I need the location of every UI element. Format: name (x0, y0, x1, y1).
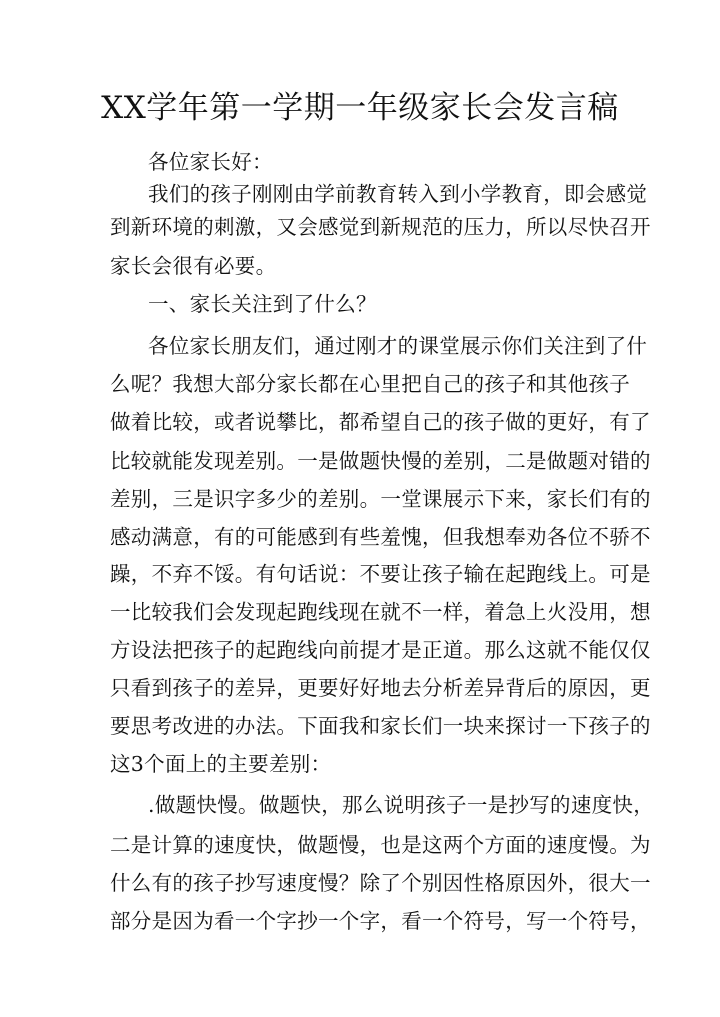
paragraph-line-7: 做着比较，或者说攀比，都希望自己的孩子做的更好，有了 (110, 410, 651, 434)
paragraph-line-10: 感动满意，有的可能感到有些羞愧，但我想奉劝各位不骄不 (110, 525, 651, 549)
paragraph-line-11: 躁，不弃不馁。有句话说：不要让孩子输在起跑线上。可是 (110, 562, 651, 586)
paragraph-line-1: 各位家长好： (148, 150, 273, 174)
paragraph-line-4: 家长会很有必要。 (110, 254, 277, 278)
document-title: XX学年第一学期一年级家长会发言稿 (101, 90, 619, 126)
paragraph-line-17: .做题快慢。做题快，那么说明孩子一是抄写的速度快， (148, 793, 655, 817)
paragraph-line-2: 我们的孩子刚刚由学前教育转入到小学教育，即会感觉 (148, 182, 648, 206)
paragraph-line-18: 二是计算的速度快，做题慢，也是这两个方面的速度慢。为 (110, 833, 651, 857)
paragraph-line-15: 要思考改进的办法。下面我和家长们一块来探讨一下孩子的 (110, 714, 651, 738)
paragraph-line-16: 这3个面上的主要差别： (110, 752, 332, 776)
section-heading-1: 一、家长关注到了什么？ (148, 292, 377, 316)
paragraph-line-6: 么呢？我想大部分家长都在心里把自己的孩子和其他孩子 (110, 372, 630, 396)
paragraph-line-13: 方设法把孩子的起跑线向前提才是正道。那么这就不能仅仅 (110, 638, 651, 662)
paragraph-line-20: 部分是因为看一个字抄一个字，看一个符号，写一个符号， (110, 909, 651, 933)
paragraph-line-3: 到新环境的刺激，又会感觉到新规范的压力，所以尽快召开 (110, 215, 651, 239)
paragraph-line-5: 各位家长朋友们，通过刚才的课堂展示你们关注到了什 (148, 334, 648, 358)
paragraph-line-12: 一比较我们会发现起跑线现在就不一样，着急上火没用，想 (110, 600, 651, 624)
paragraph-line-9: 差别，三是识字多少的差别。一堂课展示下来，家长们有的 (110, 487, 651, 511)
paragraph-line-8: 比较就能发现差别。一是做题快慢的差别，二是做题对错的 (110, 449, 651, 473)
paragraph-line-14: 只看到孩子的差异，更要好好地去分析差异背后的原因，更 (110, 676, 651, 700)
paragraph-line-19: 什么有的孩子抄写速度慢？除了个别因性格原因外，很大一 (110, 871, 651, 895)
